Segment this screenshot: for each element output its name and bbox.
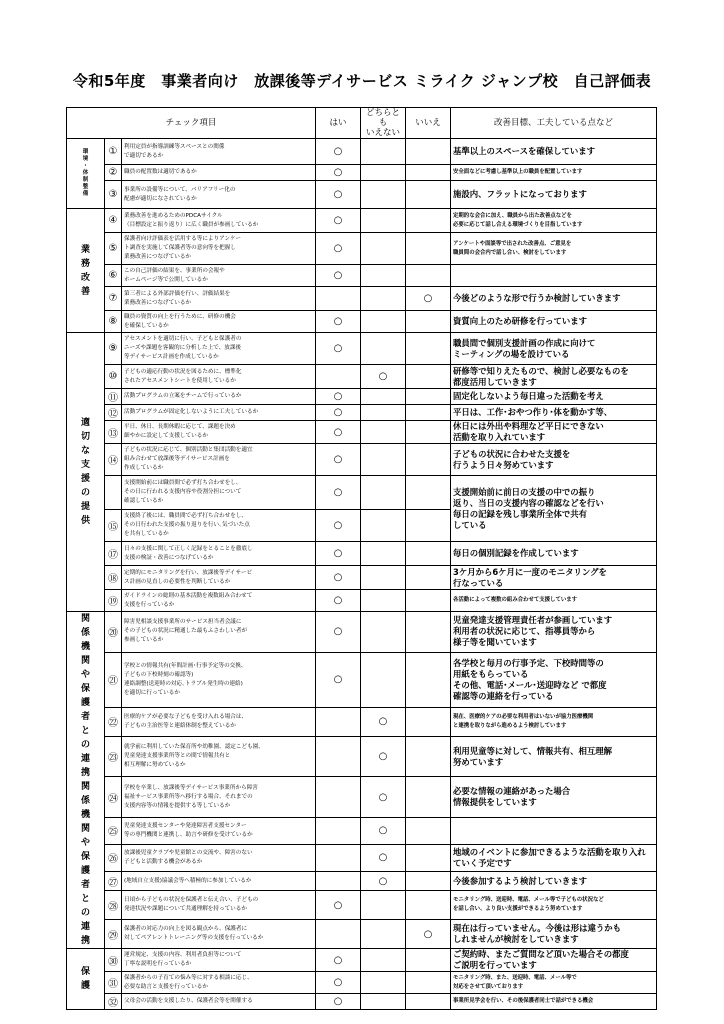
mark-yes: ○ bbox=[316, 209, 361, 233]
mark-yes bbox=[316, 844, 361, 872]
mark-yes: ○ bbox=[316, 181, 361, 209]
table-row bbox=[67, 165, 657, 181]
item-number: ⑱ bbox=[105, 566, 122, 590]
mark-no bbox=[406, 365, 451, 389]
mark-no bbox=[406, 510, 451, 542]
mark-no bbox=[406, 777, 451, 818]
mark-no bbox=[406, 311, 451, 333]
check-item-text: 事業所の設備等について、バリアフリー化の 配慮が適切になされているか bbox=[122, 181, 316, 209]
check-item-text: アセスメントを適切に行い、子どもと保護者の ニーズや課題を客観的に分析した上で、放課後 等デイサービス計画を作成しているか bbox=[122, 333, 316, 365]
improvement-comment: モニタリング時、また、送迎時、電話、メール等で 対応をさせて頂いております bbox=[451, 972, 657, 994]
table-row bbox=[67, 389, 657, 405]
item-number: ⑳ bbox=[105, 612, 122, 653]
mark-yes: ○ bbox=[316, 476, 361, 510]
item-number: ⑰ bbox=[105, 542, 122, 566]
mark-yes bbox=[316, 287, 361, 311]
improvement-comment: 事業所見学会を行い、その後保護者同士で話ができる機会 bbox=[451, 994, 657, 1010]
header-yes: はい bbox=[316, 108, 361, 139]
table-row bbox=[67, 139, 657, 165]
mark-no bbox=[406, 209, 451, 233]
mark-neither: ○ bbox=[361, 844, 406, 872]
improvement-comment: 安全面などに考慮し基準以上の職員を配置しています bbox=[451, 165, 657, 181]
mark-neither bbox=[361, 287, 406, 311]
check-item-text: 平日、休日、長期休暇に応じて、課題を決め 細やかに設定して支援しているか bbox=[122, 421, 316, 444]
mark-neither bbox=[361, 590, 406, 612]
item-number: ⑬ bbox=[105, 421, 122, 444]
mark-neither: ○ bbox=[361, 872, 406, 891]
category-relation: 関 係 機 関 や 保 護 者 と の 連 携 関 係 機 関 や 保 護 者 と の 連 携 bbox=[67, 612, 105, 949]
mark-neither bbox=[361, 311, 406, 333]
item-number: ㉘ bbox=[105, 891, 122, 920]
mark-no bbox=[406, 994, 451, 1010]
mark-no bbox=[406, 818, 451, 844]
mark-yes bbox=[316, 736, 361, 777]
improvement-comment: 各活動によって複数の組み合わせて支援しています bbox=[451, 590, 657, 612]
mark-no bbox=[406, 165, 451, 181]
mark-yes: ○ bbox=[316, 566, 361, 590]
item-number: ② bbox=[105, 165, 122, 181]
mark-yes bbox=[316, 920, 361, 949]
header-neither: どちらとも いえない bbox=[361, 108, 406, 139]
mark-neither bbox=[361, 510, 406, 542]
check-item-text: 利用定員が指導訓練等スペースとの関係 で適切であるか bbox=[122, 139, 316, 165]
item-number: ④ bbox=[105, 209, 122, 233]
mark-no bbox=[406, 542, 451, 566]
mark-neither bbox=[361, 891, 406, 920]
mark-neither bbox=[361, 389, 406, 405]
improvement-comment: 資質向上のため研修を行っています bbox=[451, 311, 657, 333]
check-item-text: 学校を卒業し、放課後等デイサービス事業所から障害 福祉サービス事業所等へ移行する場合、それまでの 支援内容等の情報を提供する等しているか bbox=[122, 777, 316, 818]
mark-neither: ○ bbox=[361, 736, 406, 777]
improvement-comment: 平日は、工作･おやつ作り･体を動かす等、 bbox=[451, 405, 657, 421]
table-row bbox=[67, 566, 657, 590]
item-number: ㉒ bbox=[105, 707, 122, 736]
check-item-text: 第三者による外部評価を行い、評価結果を 業務改善につなげているか bbox=[122, 287, 316, 311]
item-number: ㉙ bbox=[105, 920, 122, 949]
check-item-text: 業務改善を進めるためのPDCAサイクル （目標設定と振り返り）に広く職員が参画しているか bbox=[122, 209, 316, 233]
improvement-comment bbox=[451, 818, 657, 844]
item-number: ㉔ bbox=[105, 777, 122, 818]
item-number: ⑭ bbox=[105, 444, 122, 476]
mark-neither bbox=[361, 181, 406, 209]
table-row bbox=[67, 405, 657, 421]
improvement-comment: アンケートや面談等で出された改善点、ご意見を 職員間の会合内で話し合い、検討をしています bbox=[451, 233, 657, 265]
header-row bbox=[67, 108, 657, 139]
item-number: ① bbox=[105, 139, 122, 165]
check-item-text: 学校との情報共有(年間計画･行事予定等の交換、 子どもの下校時刻の確認等) 連絡調整(送迎時の対応､トラブル発生時の連絡) を適切に行っているか bbox=[122, 652, 316, 707]
mark-yes bbox=[316, 818, 361, 844]
category-env: 環 境 ・ 体 制 整 備 bbox=[67, 139, 105, 209]
improvement-comment: ご契約時、またご質問など頂いた場合その都度 ご説明を行っています bbox=[451, 949, 657, 972]
improvement-comment: 支援開始前に前日の支援の中での振り 返り、当日の支援内容の確認などを行い 毎日の記録を残し事業所全体で共有 している bbox=[451, 476, 657, 542]
mark-yes: ○ bbox=[316, 444, 361, 476]
item-number: ⑩ bbox=[105, 365, 122, 389]
mark-yes: ○ bbox=[316, 612, 361, 653]
improvement-comment: 必要な情報の連絡があった場合 情報提供をしています bbox=[451, 777, 657, 818]
check-item-text: 活動プログラムの立案をチームで行っているか bbox=[122, 389, 316, 405]
item-number: ⑧ bbox=[105, 311, 122, 333]
improvement-comment: 定期的な会合に加え、職員から出た改善点などを 必要に応じて話し合える環境づくりを目指しています bbox=[451, 209, 657, 233]
improvement-comment bbox=[451, 265, 657, 287]
check-item-text: 就学前に利用していた保育所や幼稚園、認定こども園、 児童発達支援事業所等との間で情報共有と 相互理解に努めているか bbox=[122, 736, 316, 777]
check-item-text: 放課後児童クラブや児童館との交流や、障害のない 子どもと活動する機会があるか bbox=[122, 844, 316, 872]
table-row bbox=[67, 920, 657, 949]
table-row bbox=[67, 476, 657, 510]
table-row bbox=[67, 233, 657, 265]
item-number: ㉚ bbox=[105, 949, 122, 972]
improvement-comment: 現在は行っていません。今後は形は違うかも しれませんが検討をしていきます bbox=[451, 920, 657, 949]
mark-no bbox=[406, 891, 451, 920]
header-check: チェック項目 bbox=[67, 108, 316, 139]
mark-neither bbox=[361, 421, 406, 444]
mark-neither bbox=[361, 444, 406, 476]
item-number: ㉗ bbox=[105, 872, 122, 891]
mark-neither: ○ bbox=[361, 818, 406, 844]
item-number: ⑪ bbox=[105, 389, 122, 405]
mark-no bbox=[406, 333, 451, 365]
mark-no bbox=[406, 972, 451, 994]
item-number: ㉛ bbox=[105, 972, 122, 994]
mark-neither bbox=[361, 972, 406, 994]
table-row bbox=[67, 736, 657, 777]
table-row bbox=[67, 777, 657, 818]
improvement-comment: 研修等で知りえたもので、検討し必要なものを 都度活用していきます bbox=[451, 365, 657, 389]
table-row bbox=[67, 365, 657, 389]
item-number: ⑨ bbox=[105, 333, 122, 365]
item-number: ⑦ bbox=[105, 287, 122, 311]
item-number: ⑮ bbox=[105, 510, 122, 542]
category-guardian: 保 護 bbox=[67, 949, 105, 1010]
improvement-comment: 3ケ月から6ケ月に一度のモニタリングを 行なっている bbox=[451, 566, 657, 590]
mark-no bbox=[406, 476, 451, 510]
mark-neither bbox=[361, 542, 406, 566]
improvement-comment: 今後どのような形で行うか検討していきます bbox=[451, 287, 657, 311]
category-biz: 業 務 改 善 bbox=[67, 209, 105, 333]
check-item-text: 活動プログラムが固定化しないように工夫しているか bbox=[122, 405, 316, 421]
mark-no: ○ bbox=[406, 287, 451, 311]
mark-yes: ○ bbox=[316, 510, 361, 542]
mark-yes bbox=[316, 365, 361, 389]
mark-neither bbox=[361, 265, 406, 287]
check-item-text: 保護者からの子育ての悩み等に対する相談に応じ、 必要な助言と支援を行っているか bbox=[122, 972, 316, 994]
improvement-comment: 児童発達支援管理責任者が参画しています 利用者の状況に応じて、指導員等から 様子等を聞いています bbox=[451, 612, 657, 653]
mark-yes bbox=[316, 777, 361, 818]
table-row bbox=[67, 652, 657, 707]
check-item-text: 医療的ケアが必要な子どもを受け入れる場合は、 子どもの主治医等と連絡体制を整えているか bbox=[122, 707, 316, 736]
item-number: ⑫ bbox=[105, 405, 122, 421]
mark-yes: ○ bbox=[316, 994, 361, 1010]
check-item-text: 児童発達支援センターや発達障害者支援センター 等の専門機関と連携し、助言や研修を受けているか bbox=[122, 818, 316, 844]
mark-yes: ○ bbox=[316, 652, 361, 707]
mark-no bbox=[406, 405, 451, 421]
mark-neither bbox=[361, 139, 406, 165]
table-row bbox=[67, 265, 657, 287]
table-row bbox=[67, 612, 657, 653]
mark-neither bbox=[361, 612, 406, 653]
check-item-text: 子どもの状況に応じて、個別活動と集団活動を適宜 組み合わせて放課後等デイサービス計画を 作成しているか bbox=[122, 444, 316, 476]
table-row bbox=[67, 590, 657, 612]
improvement-comment: 職員間で個別支援計画の作成に向けて ミーティングの場を設けている bbox=[451, 333, 657, 365]
check-item-text: この自己評価の結果を、事業所の会報や ホームページ等で公開しているか bbox=[122, 265, 316, 287]
mark-neither: ○ bbox=[361, 707, 406, 736]
improvement-comment: 休日には外出や料理など平日にできない 活動を取り入れています bbox=[451, 421, 657, 444]
table-row bbox=[67, 891, 657, 920]
mark-no bbox=[406, 444, 451, 476]
improvement-comment: 地域のイベントに参加できるような活動を取り入れ ていく予定です bbox=[451, 844, 657, 872]
improvement-comment: 施設内、フラットになっております bbox=[451, 181, 657, 209]
mark-yes: ○ bbox=[316, 165, 361, 181]
item-number bbox=[105, 476, 122, 510]
mark-no bbox=[406, 736, 451, 777]
mark-yes: ○ bbox=[316, 333, 361, 365]
table-row bbox=[67, 421, 657, 444]
mark-neither bbox=[361, 165, 406, 181]
table-row bbox=[67, 444, 657, 476]
check-item-text: ガイドラインの総則の基本活動を複数組み合わせて 支援を行っているか bbox=[122, 590, 316, 612]
mark-no bbox=[406, 707, 451, 736]
mark-yes: ○ bbox=[316, 590, 361, 612]
mark-yes: ○ bbox=[316, 389, 361, 405]
check-item-text: 日頃から子どもの状況を保護者と伝え合い、子どもの 発達状況や課題について共通理解を持っているか bbox=[122, 891, 316, 920]
table-body bbox=[67, 139, 657, 1010]
mark-neither bbox=[361, 476, 406, 510]
mark-neither bbox=[361, 949, 406, 972]
evaluation-table bbox=[66, 107, 657, 1010]
category-support: 適 切 な 支 援 の 提 供 bbox=[67, 333, 105, 612]
check-item-text: 障害児相談支援事業所のサービス担当者会議に その子どもの状況に精通した最もふさわしい者が 参画しているか bbox=[122, 612, 316, 653]
item-number: ㉓ bbox=[105, 736, 122, 777]
check-item-text: 職員の資質の向上を行うために、研修の機会 を確保しているか bbox=[122, 311, 316, 333]
check-item-text: 支援終了後には、職員間で必ず打ち合わせをし、 その日行われた支援の振り返りを行い､気づいた点 を共有しているか bbox=[122, 510, 316, 542]
check-item-text: (地域自立支援)協議会等へ積極的に参加しているか bbox=[122, 872, 316, 891]
mark-no bbox=[406, 652, 451, 707]
table-row bbox=[67, 333, 657, 365]
improvement-comment: 今後参加するよう検討していきます bbox=[451, 872, 657, 891]
table-row bbox=[67, 972, 657, 994]
mark-yes: ○ bbox=[316, 405, 361, 421]
mark-yes: ○ bbox=[316, 891, 361, 920]
mark-no: ○ bbox=[406, 920, 451, 949]
mark-yes: ○ bbox=[316, 949, 361, 972]
mark-no bbox=[406, 139, 451, 165]
improvement-comment: 利用児童等に対して、情報共有、相互理解 努めています bbox=[451, 736, 657, 777]
improvement-comment: 各学校と毎月の行事予定、下校時間等の 用紙をもらっている その他、電話･メール･送迎時など で都度 確認等の連絡を行っている bbox=[451, 652, 657, 707]
mark-neither: ○ bbox=[361, 777, 406, 818]
item-number: ③ bbox=[105, 181, 122, 209]
check-item-text: 保護者の対応力の向上を図る観点から、保護者に 対してペアレントトレーニング等の支援を行っているか bbox=[122, 920, 316, 949]
improvement-comment: 子どもの状況に合わせた支援を 行うよう日々努めています bbox=[451, 444, 657, 476]
table-row bbox=[67, 994, 657, 1010]
improvement-comment: 現在、医療的ケアの必要な利用者はいないが協力医療機関 と連携を取りながら進めるよう検討しています bbox=[451, 707, 657, 736]
mark-no bbox=[406, 590, 451, 612]
table-row bbox=[67, 707, 657, 736]
mark-no bbox=[406, 181, 451, 209]
mark-neither bbox=[361, 566, 406, 590]
mark-yes: ○ bbox=[316, 972, 361, 994]
table-row bbox=[67, 844, 657, 872]
mark-yes: ○ bbox=[316, 311, 361, 333]
check-item-text: 保護者向け評価表を活用する等によりアンケー ト調査を実施して保護者等の意向等を把握し 業務改善につなげているか bbox=[122, 233, 316, 265]
mark-neither bbox=[361, 994, 406, 1010]
mark-neither bbox=[361, 333, 406, 365]
mark-neither: ○ bbox=[361, 365, 406, 389]
table-row bbox=[67, 949, 657, 972]
mark-no bbox=[406, 389, 451, 405]
mark-no bbox=[406, 233, 451, 265]
table-row bbox=[67, 311, 657, 333]
mark-no bbox=[406, 949, 451, 972]
check-item-text: 子どもの適応行動の状況を図るために、標準化 されたアセスメントシートを使用しているか bbox=[122, 365, 316, 389]
item-number: ⑲ bbox=[105, 590, 122, 612]
mark-yes: ○ bbox=[316, 139, 361, 165]
improvement-comment: 毎日の個別記録を作成しています bbox=[451, 542, 657, 566]
mark-yes: ○ bbox=[316, 265, 361, 287]
mark-yes: ○ bbox=[316, 542, 361, 566]
table-row bbox=[67, 818, 657, 844]
item-number: ⑥ bbox=[105, 265, 122, 287]
item-number: ㉕ bbox=[105, 818, 122, 844]
item-number: ㉜ bbox=[105, 994, 122, 1010]
mark-neither bbox=[361, 652, 406, 707]
page-title: 令和5年度 事業者向け 放課後等デイサービス ミライク ジャンプ校 自己評価表 bbox=[72, 72, 652, 90]
table-row bbox=[67, 872, 657, 891]
improvement-comment: モニタリング時、送迎時、電話、メール等で子どもの状況など を話し合い、より良い支援ができるよう努めています bbox=[451, 891, 657, 920]
mark-no bbox=[406, 421, 451, 444]
mark-yes bbox=[316, 707, 361, 736]
check-item-text: 運営規定、支援の内容、利用者負担等について 丁寧な説明を行っているか bbox=[122, 949, 316, 972]
mark-no bbox=[406, 612, 451, 653]
improvement-comment: 固定化しないよう毎日違った活動を考え bbox=[451, 389, 657, 405]
table-row bbox=[67, 209, 657, 233]
mark-yes: ○ bbox=[316, 233, 361, 265]
check-item-text: 定期的にモニタリングを行い、放課後等デイサービ ス計画の見直しの必要性を判断しているか bbox=[122, 566, 316, 590]
mark-no bbox=[406, 265, 451, 287]
mark-no bbox=[406, 872, 451, 891]
improvement-comment: 基準以上のスペースを確保しています bbox=[451, 139, 657, 165]
item-number: ㉖ bbox=[105, 844, 122, 872]
mark-neither bbox=[361, 405, 406, 421]
item-number: ⑤ bbox=[105, 233, 122, 265]
mark-neither bbox=[361, 233, 406, 265]
table-row bbox=[67, 181, 657, 209]
mark-neither bbox=[361, 209, 406, 233]
mark-neither bbox=[361, 920, 406, 949]
header-no: いいえ bbox=[406, 108, 451, 139]
mark-yes bbox=[316, 872, 361, 891]
table-row bbox=[67, 287, 657, 311]
header-improve: 改善目標、工夫している点など bbox=[451, 108, 657, 139]
item-number: ㉑ bbox=[105, 652, 122, 707]
mark-no bbox=[406, 844, 451, 872]
check-item-text: 職員の配置数は適切であるか bbox=[122, 165, 316, 181]
check-item-text: 支援開始前には職員間で必ず打ち合わせをし、 その日に行われる支援内容や役割分担について 確認しているか bbox=[122, 476, 316, 510]
check-item-text: 日々の支援に関して正しく記録をとることを徹底し 支援の検証・改善につなげているか bbox=[122, 542, 316, 566]
mark-no bbox=[406, 566, 451, 590]
mark-yes: ○ bbox=[316, 421, 361, 444]
check-item-text: 父母会の活動を支援したり、保護者会等を開催する bbox=[122, 994, 316, 1010]
table-row bbox=[67, 542, 657, 566]
